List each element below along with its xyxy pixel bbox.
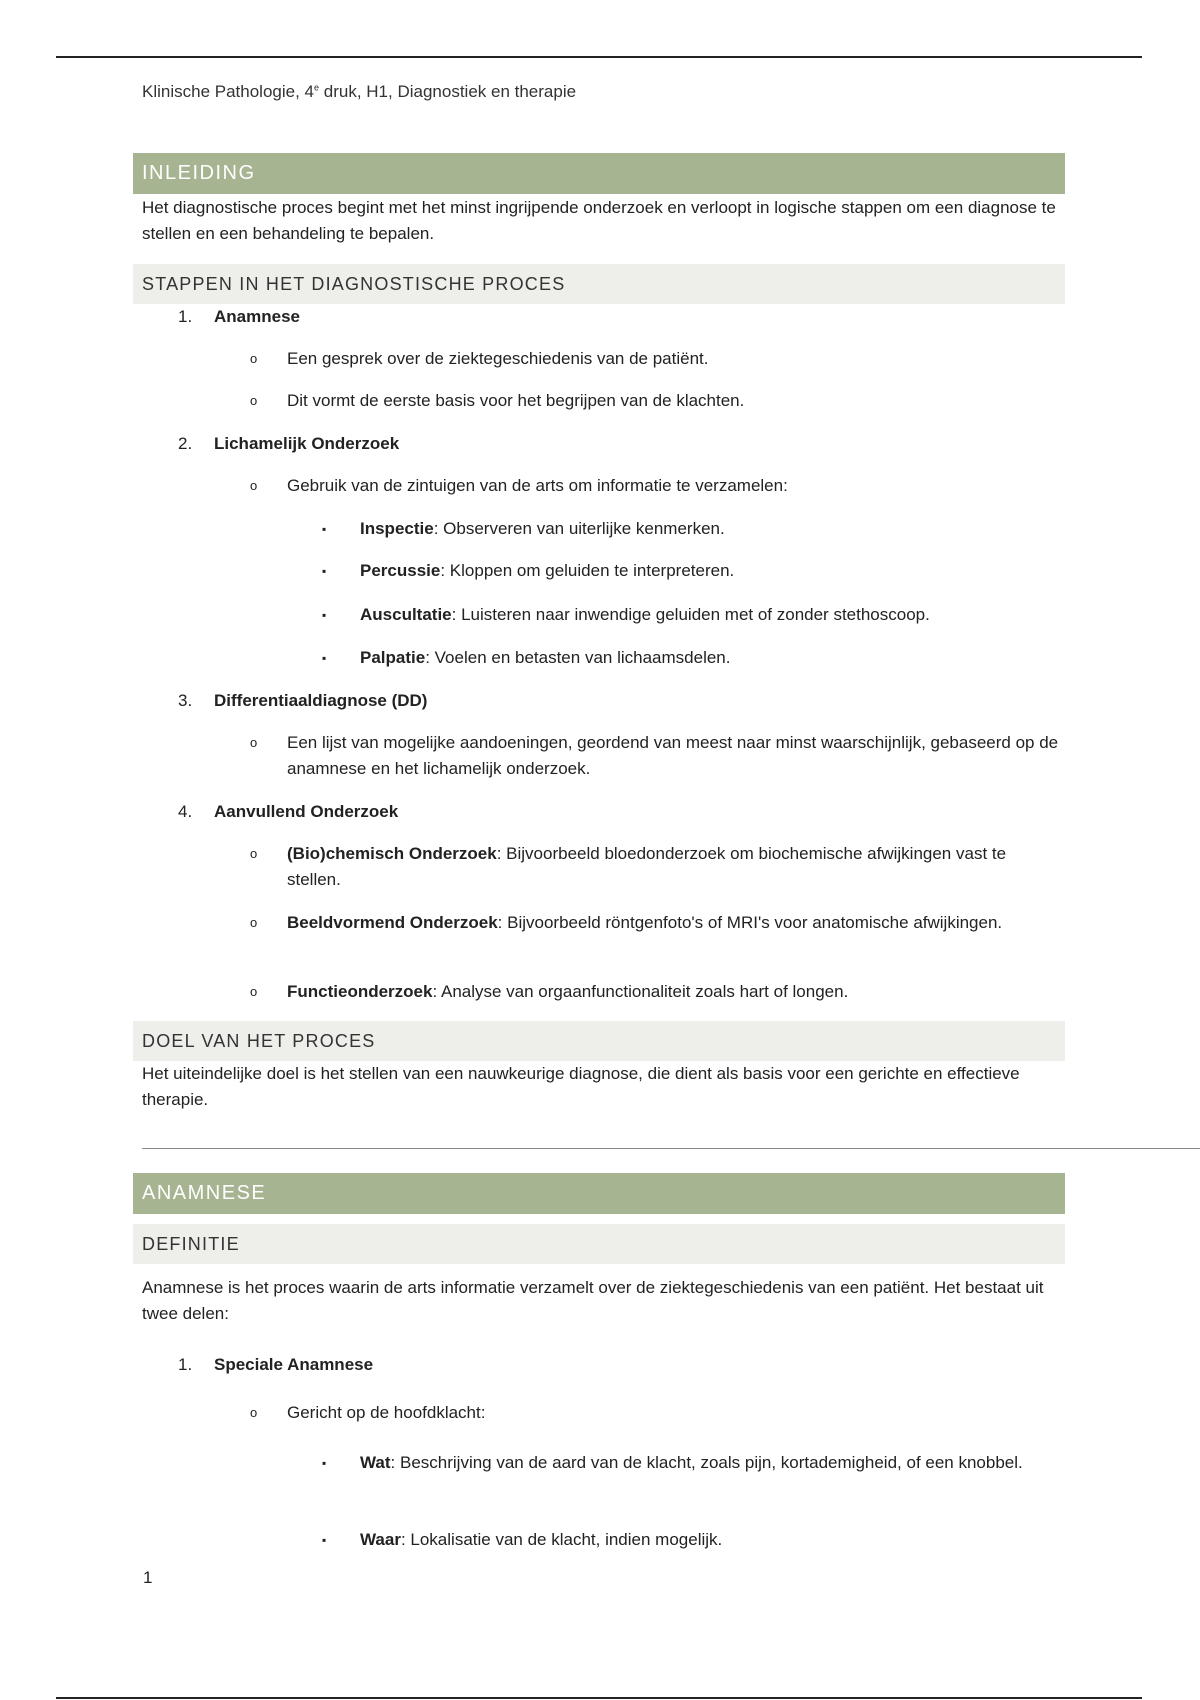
bullet-item: ▪ Palpatie: Voelen en betasten van lichaamsdelen.	[322, 648, 731, 667]
heading-stappen: STAPPEN IN HET DIAGNOSTISCHE PROCES	[133, 264, 1065, 304]
page-header: Klinische Pathologie, 4e druk, H1, Diagnostiek en therapie	[142, 82, 577, 101]
bullet-item: ▪ Wat: Beschrijving van de aard van de klacht, zoals pijn, kortademigheid, of een knobbel.	[322, 1453, 1023, 1472]
top-rule	[56, 56, 1142, 58]
sub-item: o Beeldvormend Onderzoek: Bijvoorbeeld röntgenfoto's of MRI's voor anatomische afwijkingen.	[250, 913, 1003, 932]
inleiding-text: Het diagnostische proces begint met het minst ingrijpende onderzoek en verloopt in logische stappen om een diagnose te stellen en een behandeling te bepalen.	[142, 198, 1056, 243]
list-item-lichamelijk-onderzoek: 2. Lichamelijk Onderzoek	[178, 434, 400, 453]
bullet-item: ▪ Inspectie: Observeren van uiterlijke kenmerken.	[322, 519, 725, 538]
bullet-item: ▪ Waar: Lokalisatie van de klacht, indien mogelijk.	[322, 1530, 723, 1549]
heading-inleiding: INLEIDING	[133, 153, 1065, 194]
sub-item: o (Bio)chemisch Onderzoek: Bijvoorbeeld bloedonderzoek om biochemische afwijkingen vast te stellen.	[250, 844, 1007, 889]
sub-item: o Een gesprek over de ziektegeschiedenis van de patiënt.	[250, 349, 709, 368]
bullet-item: ▪ Auscultatie: Luisteren naar inwendige geluiden met of zonder stethoscoop.	[322, 605, 930, 624]
list-item-speciale-anamnese: 1. Speciale Anamnese	[178, 1355, 374, 1374]
doel-text: Het uiteindelijke doel is het stellen van een nauwkeurige diagnose, die dient als basis voor een gerichte en effectieve therapie.	[142, 1064, 1020, 1109]
sub-item: o Functieonderzoek: Analyse van orgaanfunctionaliteit zoals hart of longen.	[250, 982, 849, 1001]
list-item-aanvullend-onderzoek: 4. Aanvullend Onderzoek	[178, 802, 399, 821]
list-item-anamnese: 1. Anamnese	[178, 307, 300, 326]
page-number: 1	[143, 1568, 153, 1587]
sub-item: o Gericht op de hoofdklacht:	[250, 1403, 486, 1422]
section-divider	[142, 1148, 1200, 1149]
anamnese-text: Anamnese is het proces waarin de arts informatie verzamelt over de ziektegeschiedenis van een patiënt. Het bestaat uit twee delen:	[142, 1278, 1044, 1323]
sub-item: o Dit vormt de eerste basis voor het begrijpen van de klachten.	[250, 391, 745, 410]
heading-anamnese: ANAMNESE	[133, 1173, 1065, 1214]
list-item-differentiaaldiagnose: 3. Differentiaaldiagnose (DD)	[178, 691, 428, 710]
heading-doel: DOEL VAN HET PROCES	[133, 1021, 1065, 1061]
heading-definitie: DEFINITIE	[133, 1224, 1065, 1264]
sub-item: o Een lijst van mogelijke aandoeningen, geordend van meest naar minst waarschijnlijk, gebaseerd op de anamnese en het lichamelijk onderzoek.	[250, 733, 1059, 778]
bullet-item: ▪ Percussie: Kloppen om geluiden te interpreteren.	[322, 561, 735, 580]
sub-item: o Gebruik van de zintuigen van de arts om informatie te verzamelen:	[250, 476, 788, 495]
bottom-rule	[56, 1697, 1142, 1699]
